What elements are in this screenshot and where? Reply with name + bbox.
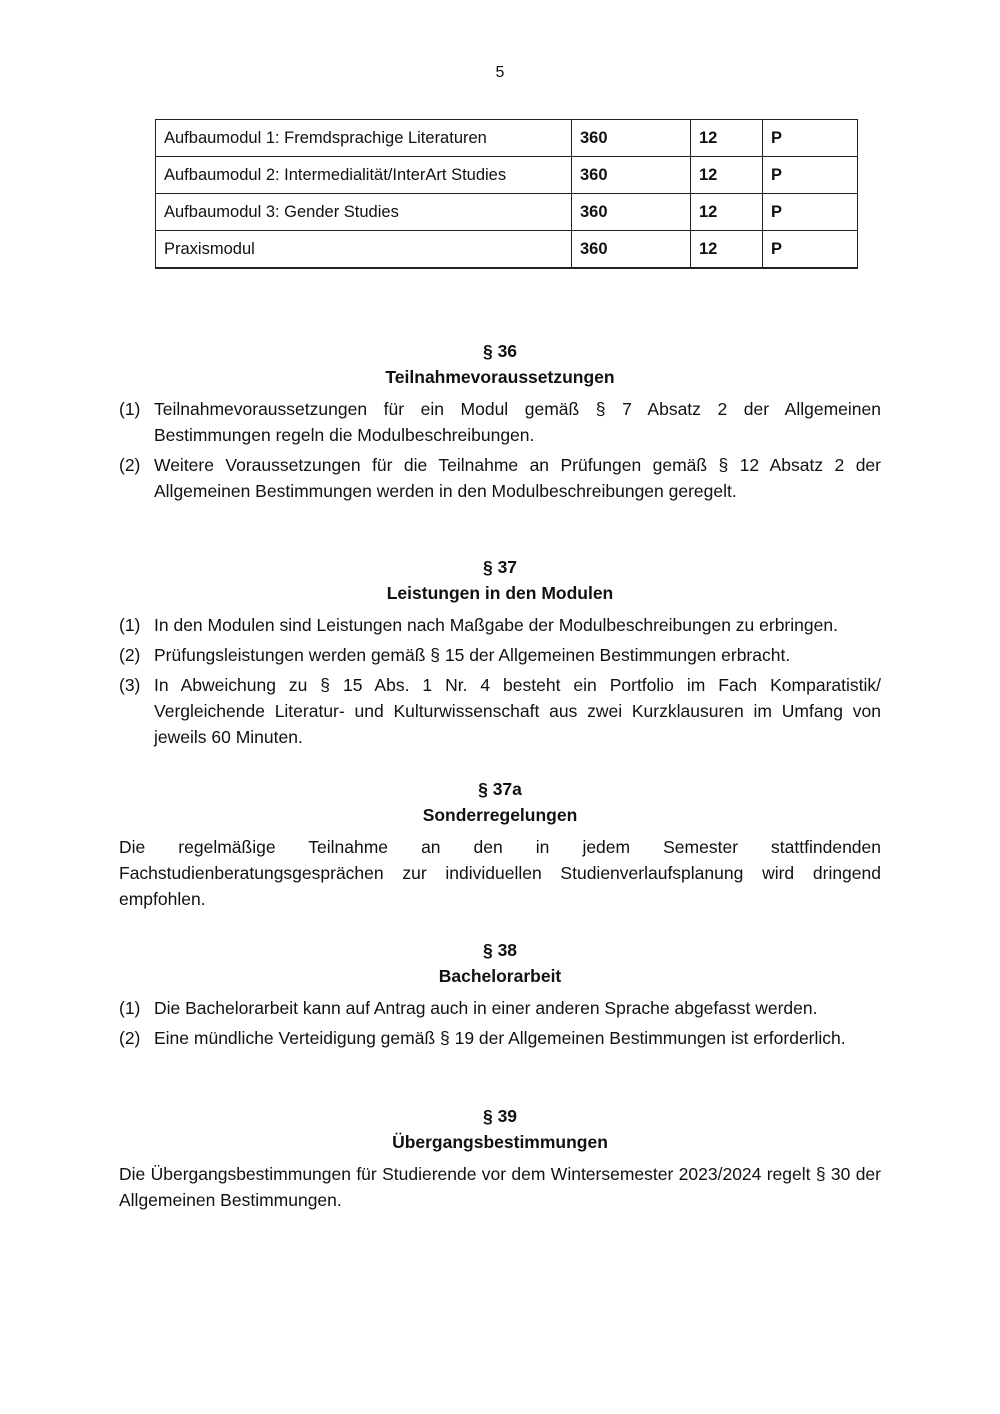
section-38 — [119, 937, 881, 1055]
table-row — [156, 231, 858, 269]
item-number: (2) — [119, 455, 141, 475]
section-number: § 37a — [478, 779, 522, 799]
item-number: (2) — [119, 645, 141, 665]
module-name: Aufbaumodul 3: Gender Studies — [156, 194, 572, 231]
module-name: Aufbaumodul 1: Fremdsprachige Literaturen — [156, 120, 572, 157]
item-number: (1) — [119, 998, 141, 1018]
item-text: Die Bachelorarbeit kann auf Antrag auch in einer anderen Sprache abgefasst werden. — [154, 998, 818, 1018]
item-text: Teilnahmevoraussetzungen für ein Modul gemäß § 7 Absatz 2 der Allgemeinen Bestimmungen regeln die Modulbeschreibungen. — [154, 399, 881, 445]
section-number: § 37 — [482, 557, 518, 577]
section-37 — [119, 554, 881, 754]
section-title: Leistungen in den Modulen — [386, 583, 614, 603]
section-text: Die Übergangsbestimmungen für Studierende vor dem Wintersemester 2023/2024 regelt § 30 der Allgemeinen Bestimmungen. — [119, 1164, 881, 1210]
item-number: (1) — [119, 615, 141, 635]
list-item — [119, 612, 881, 638]
page-number: 5 — [495, 64, 505, 81]
item-text: Prüfungsleistungen werden gemäß § 15 der Allgemeinen Bestimmungen erbracht. — [154, 645, 791, 665]
module-name: Aufbaumodul 2: Intermedialität/InterArt Studies — [156, 157, 572, 194]
list-item — [119, 396, 881, 448]
section-number: § 36 — [482, 341, 518, 361]
section-37a — [119, 776, 881, 912]
module-workload: 360 — [572, 120, 691, 157]
module-type: P — [763, 194, 858, 231]
item-text: Weitere Voraussetzungen für die Teilnahme an Prüfungen gemäß § 12 Absatz 2 der Allgemeinen Bestimmungen werden in den Modulbeschreibungen geregelt. — [154, 455, 881, 501]
list-item — [119, 452, 881, 504]
item-number: (1) — [119, 399, 141, 419]
list-item — [119, 672, 881, 750]
section-text: Die regelmäßige Teilnahme an den in jedem Semester stattfindenden Fachstudienberatungsgesprächen zur individuellen Studienverlaufsplanung wird dringend empfohlen. — [119, 837, 881, 909]
table-row — [156, 194, 858, 231]
section-title: Bachelorarbeit — [438, 966, 562, 986]
section-36 — [119, 338, 881, 508]
item-text: In Abweichung zu § 15 Abs. 1 Nr. 4 besteht ein Portfolio im Fach Komparatistik/ Vergleichende Literatur- und Kulturwissenschaft aus zwei Kurzklausuren im Umfang von jeweils 60 Minuten. — [154, 675, 881, 747]
item-number: (2) — [119, 1028, 141, 1048]
list-item — [119, 1025, 881, 1051]
item-text: Eine mündliche Verteidigung gemäß § 19 der Allgemeinen Bestimmungen ist erforderlich. — [154, 1028, 846, 1048]
item-number: (3) — [119, 675, 141, 695]
section-items — [119, 995, 881, 1051]
module-cp: 12 — [691, 120, 763, 157]
module-workload: 360 — [572, 194, 691, 231]
section-number: § 39 — [482, 1106, 518, 1126]
table-row — [156, 120, 858, 157]
section-items — [119, 396, 881, 504]
module-table — [155, 119, 858, 269]
item-text: In den Modulen sind Leistungen nach Maßgabe der Modulbeschreibungen zu erbringen. — [154, 615, 838, 635]
module-workload: 360 — [572, 157, 691, 194]
module-cp: 12 — [691, 157, 763, 194]
section-title: Übergangsbestimmungen — [392, 1132, 608, 1152]
module-cp: 12 — [691, 194, 763, 231]
section-title: Sonderregelungen — [422, 805, 578, 825]
list-item — [119, 995, 881, 1021]
module-type: P — [763, 120, 858, 157]
module-workload: 360 — [572, 231, 691, 269]
section-39 — [119, 1103, 881, 1213]
module-name: Praxismodul — [156, 231, 572, 269]
section-items — [119, 612, 881, 750]
module-cp: 12 — [691, 231, 763, 269]
table-row — [156, 157, 858, 194]
module-type: P — [763, 231, 858, 269]
section-number: § 38 — [482, 940, 518, 960]
list-item — [119, 642, 881, 668]
module-type: P — [763, 157, 858, 194]
section-title: Teilnahmevoraussetzungen — [385, 367, 615, 387]
